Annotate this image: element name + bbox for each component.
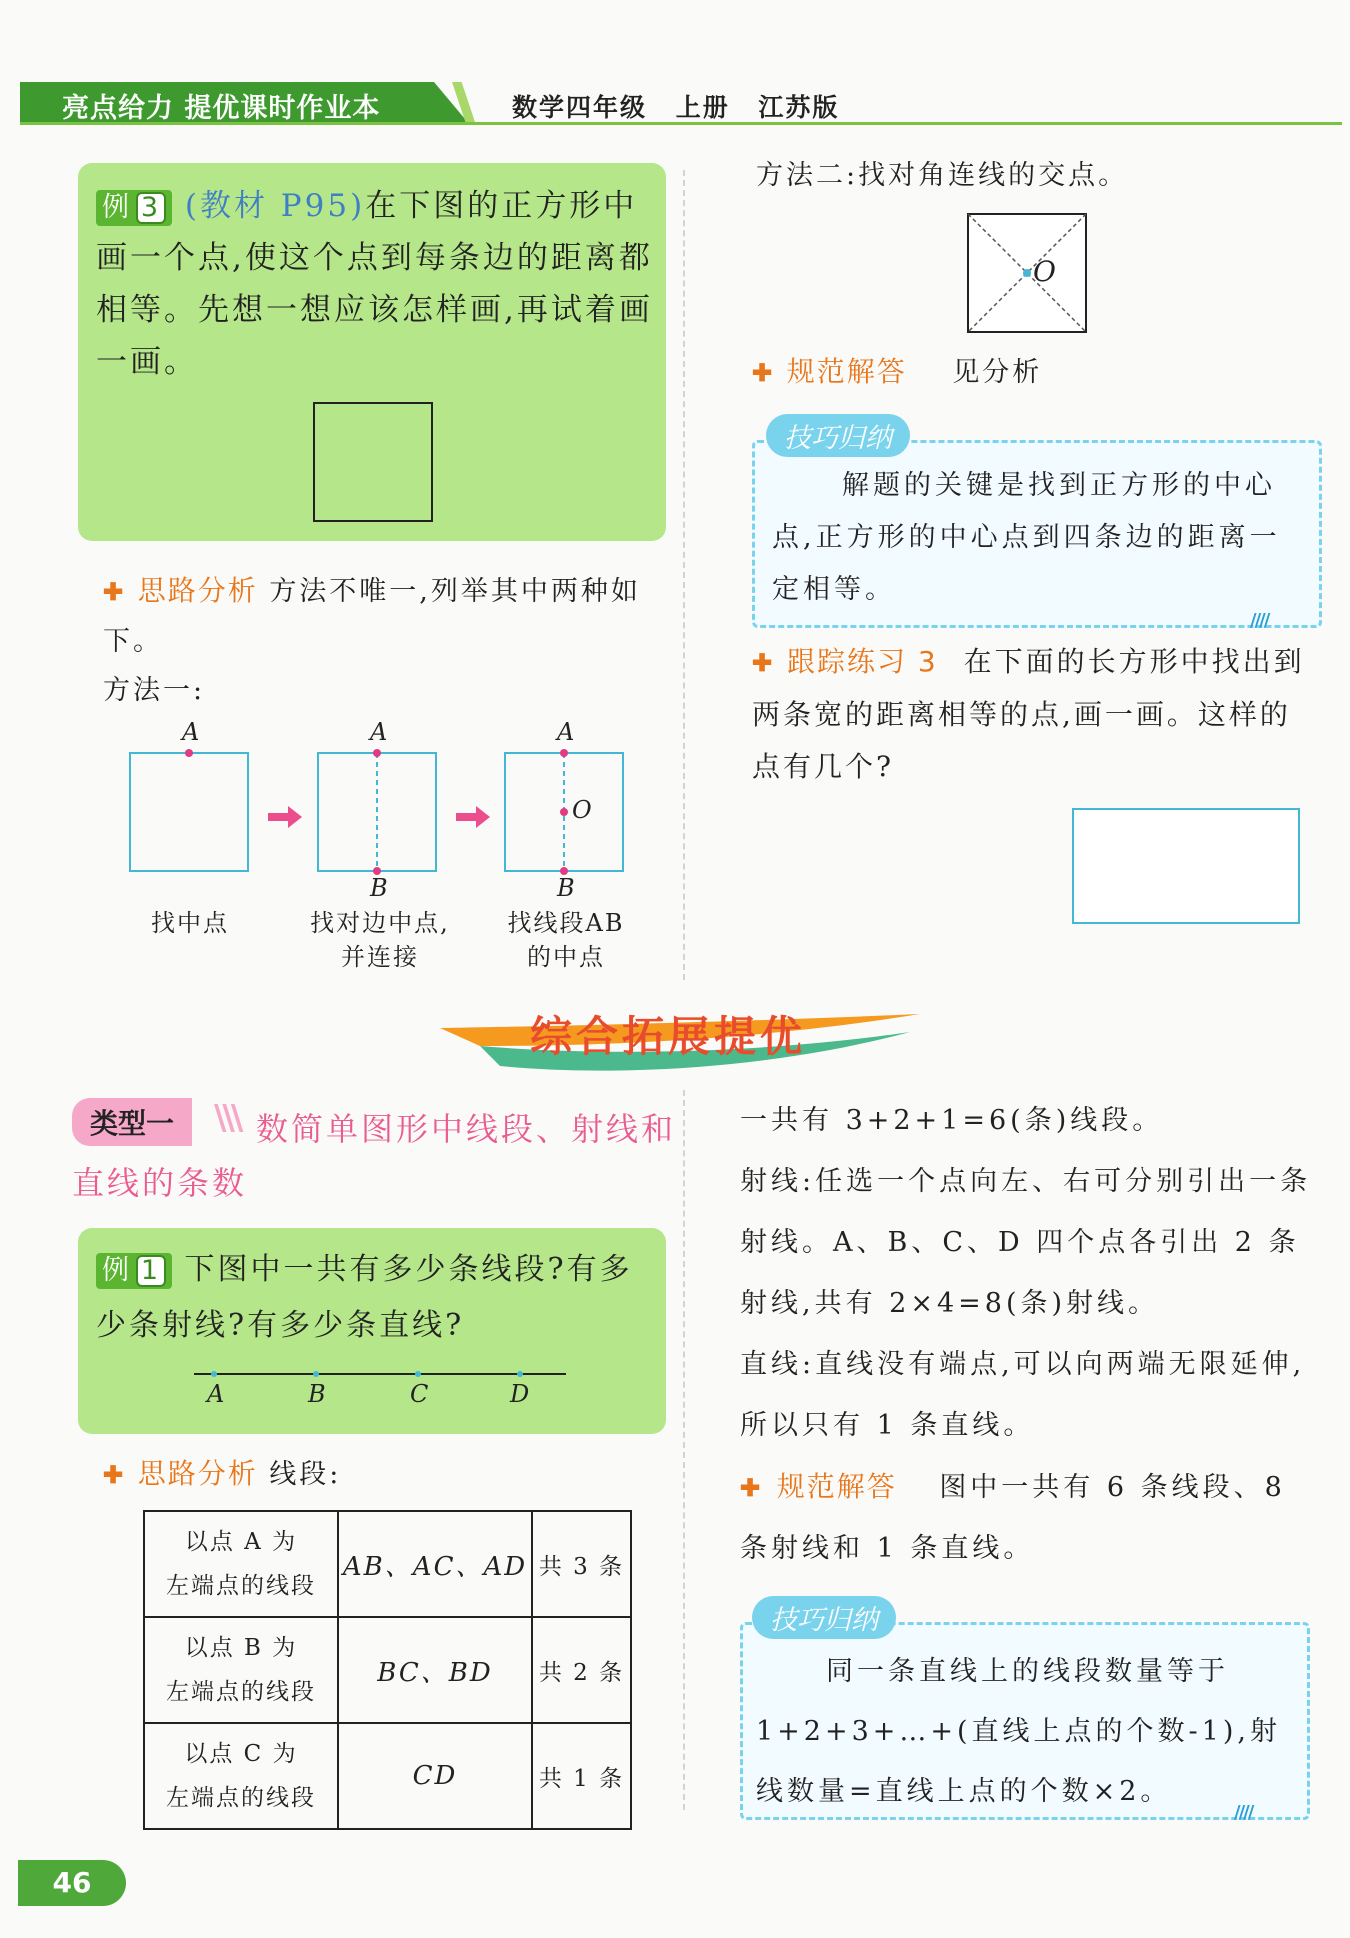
- tip2-stripes: ////: [1234, 1802, 1253, 1823]
- practice3-block: [752, 636, 1308, 793]
- label-a-3: A: [557, 718, 575, 746]
- answer1-text-line1: 图中一共有 6 条线段、8: [939, 1472, 1286, 1503]
- ray-explanation: 射线:任选一个点向左、右可分别引出一条射线。A、B、C、D 四个点各引出 2 条射线,共有 2×4=8(条)射线。: [740, 1166, 1312, 1319]
- analysis1-line: [103, 1448, 341, 1501]
- answer1-text-rest: 条射线和 1 条直线。: [740, 1533, 1035, 1564]
- tip2-text: 同一条直线上的线段数量等于 1+2+3+…+(直线上点的个数-1),射线数量=直线上点的个数×2。: [756, 1656, 1281, 1807]
- method2-title: 方法二:找对角连线的交点。: [756, 160, 1129, 191]
- label-a-1: A: [182, 718, 200, 746]
- label-o-3: O: [572, 796, 592, 824]
- page-number: 46: [18, 1860, 126, 1906]
- column-separator-top: [683, 170, 685, 980]
- plus-icon: ✚: [103, 1460, 127, 1489]
- example3-text-line1: 在下图的正方形中: [365, 188, 638, 224]
- point-a: [211, 1371, 217, 1377]
- practice3-text-rest: 出到两条宽的距离相等的点,画一画。这样的点有几个?: [752, 645, 1305, 783]
- label-b-3: B: [557, 874, 575, 902]
- plus-icon: ✚: [752, 648, 776, 677]
- analysis1-text: 线段:: [269, 1459, 342, 1490]
- line-explanation: 直线:直线没有端点,可以向两端无限延伸,所以只有 1 条直线。: [740, 1349, 1306, 1441]
- step3-caption: 找线段AB 的中点: [507, 909, 625, 971]
- label-b: B: [308, 1380, 326, 1408]
- table-row: 以点 C 为 左端点的线段 CD 共 1 条: [144, 1723, 631, 1829]
- example3-statement: [96, 180, 656, 388]
- point-a-2: [373, 749, 381, 757]
- table-row: 以点 A 为 左端点的线段 AB、AC、AD 共 3 条: [144, 1511, 631, 1617]
- method1-square-1: [130, 753, 248, 871]
- type1-slashes: \\\: [214, 1098, 240, 1138]
- answer3-label: 规范解答: [786, 355, 907, 388]
- step1-caption: 找中点: [151, 909, 229, 937]
- point-a-1: [185, 749, 193, 757]
- example3-tag: 例 3: [96, 190, 172, 226]
- practice3-rectangle: [1072, 808, 1300, 924]
- label-d: D: [510, 1380, 530, 1408]
- segment-table: [143, 1510, 632, 1830]
- type1-tag: 类型一: [72, 1098, 192, 1146]
- example1-tag: 例 1: [96, 1253, 172, 1289]
- plus-icon: ✚: [752, 358, 776, 387]
- analysis3-text: 方法不唯一,列举其中两种如下。: [103, 576, 641, 657]
- center-point: [1023, 269, 1031, 277]
- point-b: [313, 1371, 319, 1377]
- tip1-stripes: ////: [1250, 610, 1269, 631]
- analysis3-block: [103, 566, 663, 715]
- column-separator-bottom: [683, 1090, 685, 1810]
- method1-title: 方法一:: [103, 675, 206, 706]
- analysis1-label: 思路分析: [137, 1457, 258, 1490]
- point-d: [517, 1371, 523, 1377]
- tip2-tab: 技巧归纳: [752, 1596, 896, 1639]
- plus-icon: ✚: [740, 1473, 765, 1502]
- point-c: [415, 1371, 421, 1377]
- section-banner: 综合拓展提优: [530, 1012, 807, 1061]
- header-book-title: 数学四年级 上册 江苏版: [512, 93, 840, 122]
- point-a-3: [560, 749, 568, 757]
- point-o-3: [560, 808, 568, 816]
- arrow-icon: [456, 806, 490, 828]
- arrow-icon: [268, 806, 302, 828]
- answer3-text: 见分析: [952, 357, 1043, 388]
- analysis3-label: 思路分析: [137, 574, 258, 607]
- method2-label-o: O: [1033, 255, 1056, 288]
- example3-text-rest: 画一个点,使这个点到每条边的距离都相等。先想一想应该怎样画,再试着画一画。: [96, 240, 653, 380]
- step2-caption: 找对边中点, 并连接: [310, 909, 450, 971]
- method2-diagram: [966, 212, 1090, 336]
- tip1-text: 解题的关键是找到正方形的中心点,正方形的中心点到四条边的距离一定相等。: [772, 470, 1281, 605]
- label-c: C: [410, 1380, 429, 1408]
- type1-title: 数简单图形中线段、射线和直线的条数: [72, 1110, 677, 1202]
- practice3-text-line1: 在下面的长方形中找: [963, 645, 1243, 678]
- label-b-2: B: [370, 874, 388, 902]
- example3-square: [313, 402, 433, 522]
- tip1-tab: 技巧归纳: [766, 414, 910, 457]
- example1-statement: [96, 1242, 652, 1354]
- answer1-line: [740, 1456, 1314, 1579]
- analysis1-continued: [740, 1090, 1314, 1579]
- header-brand: 亮点给力 提优课时作业本: [62, 93, 381, 124]
- practice3-label: 跟踪练习 3: [787, 645, 938, 678]
- label-a-2: A: [370, 718, 388, 746]
- table-row: 以点 B 为 左端点的线段 BC、BD 共 2 条: [144, 1617, 631, 1723]
- answer1-label: 规范解答: [776, 1470, 897, 1503]
- segment-total: 一共有 3+2+1=6(条)线段。: [740, 1105, 1164, 1136]
- example1-text: 下图中一共有多少条线段?有多少条射线?有多少条直线?: [96, 1252, 633, 1343]
- example3-ref: (教材 P95): [184, 188, 366, 224]
- label-a: A: [207, 1380, 225, 1408]
- plus-icon: ✚: [103, 577, 127, 606]
- answer3-line: [752, 346, 1042, 399]
